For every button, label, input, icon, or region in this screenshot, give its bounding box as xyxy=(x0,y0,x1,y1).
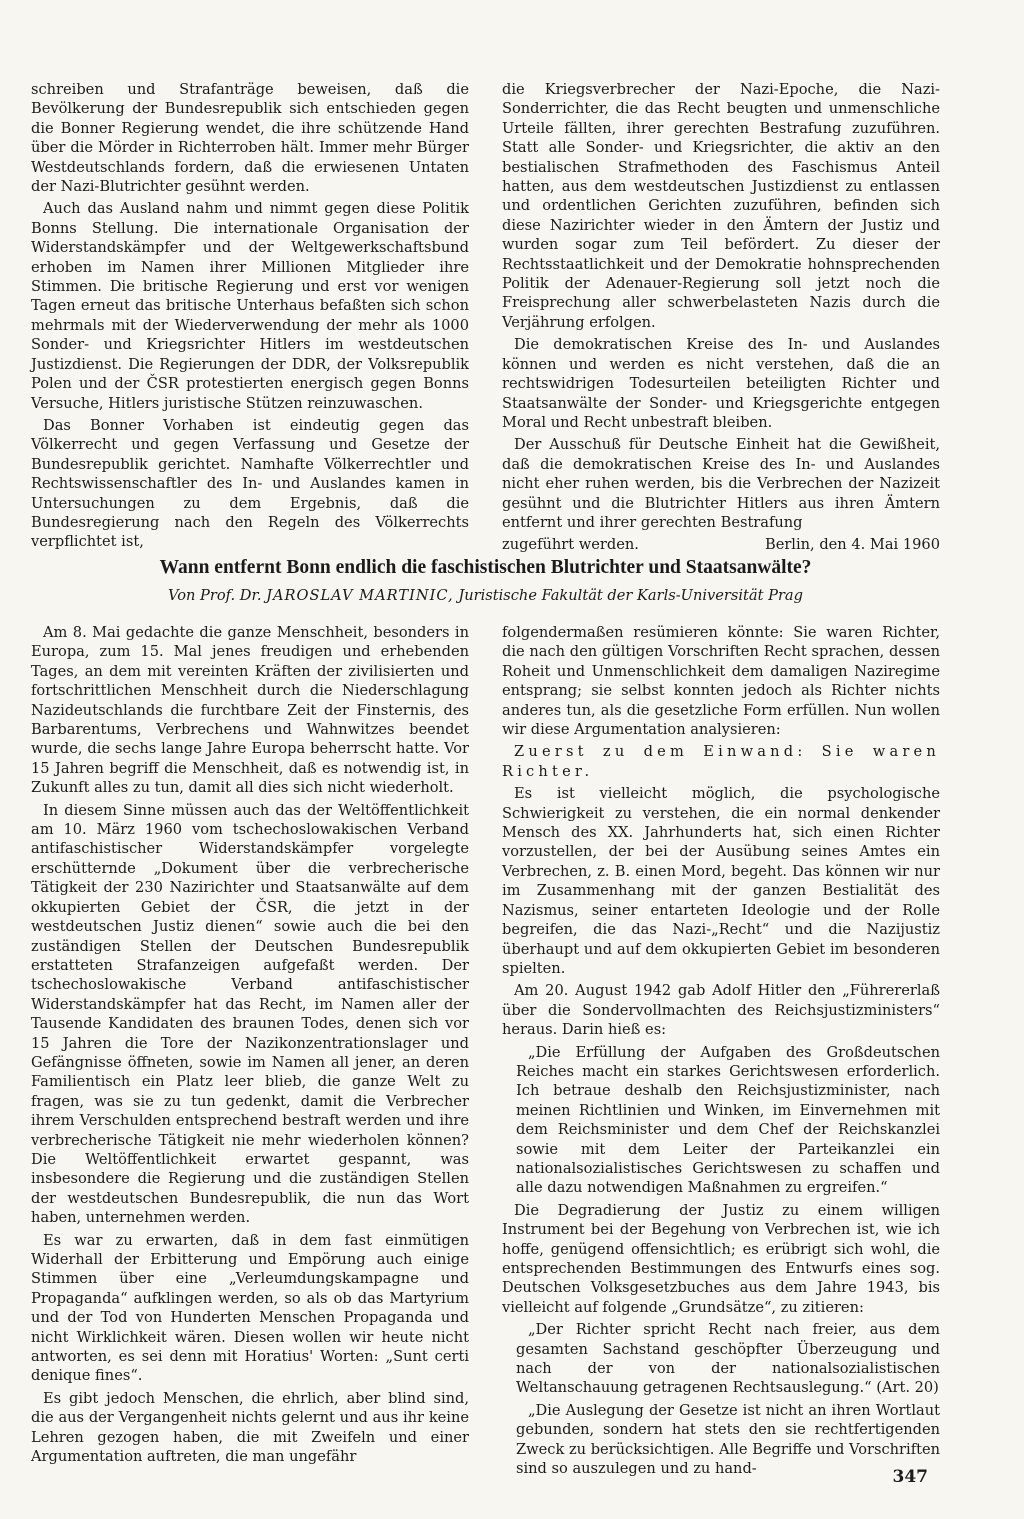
dateline: Berlin, den 4. Mai 1960 xyxy=(764,536,940,554)
block-quote: „Der Richter spricht Recht nach freier, aus dem gesamten Sachstand geschöpfter Überzeugung und nach der von der nationalsozialistischen Weltanschauung getragenen Rechtsauslegung.“ (Art. 20) xyxy=(516,1321,940,1397)
paragraph: Am 20. August 1942 gab Adolf Hitler den „Führererlaß über die Sondervollmachten des Reichsjustizministers“ heraus. Darin hieß es: xyxy=(502,982,940,1039)
paragraph: Die demokratischen Kreise des In- und Auslandes können und werden es nicht verstehen, daß die an rechtswidrigen Todesurteilen beteiligten Richter und Staatsanwälte der Sonder- und Kriegsgerichte entgegen Moral und Recht unbestraft bleiben. xyxy=(502,336,940,431)
article-right-column xyxy=(502,623,940,1481)
spaced-paragraph: Zuerst zu dem Einwand: Sie waren Richter. xyxy=(502,743,940,780)
paragraph: Am 8. Mai gedachte die ganze Menschheit, besonders in Europa, zum 15. Mal jenes freudigen und erhebenden Tages, an dem mit vereinten Kräften der zivilisierten und fortschrittlichen Menschheit durch die Niederschlagung Nazideutschlands die furchtbare Zeit der Finsternis, des Barbarentums, Verbrechens und Wahnwitzes beendet wurde, die sechs lange Jahre Europa beherrscht hatte. Vor 15 Jahren begriff die Menschheit, daß es notwendig ist, in Zukunft alles zu tun, damit all dies sich nicht wiederholt. xyxy=(31,624,469,797)
block-quote: „Die Auslegung der Gesetze ist nicht an ihren Wortlaut gebunden, sondern hat stets den sie rechtfertigenden Zweck zu berücksichtigen. Alle Begriffe und Vorschriften sind so auszulegen und zu hand- xyxy=(516,1401,940,1478)
paragraph: Auch das Ausland nahm und nimmt gegen diese Politik Bonns Stellung. Die internationale Organisation der Widerstandskämpfer und der Weltgewerkschaftsbund erhoben im Namen ihrer Millionen Mitglieder ihre Stimmen. Die britische Regierung und erst vor wenigen Tagen erneut das britische Unterhaus befaßten sich schon mehrmals mit der Wiederverwendung der mehr als 1000 Sonder- und Kriegsrichter Hitlers im westdeutschen Justizdienst. Die Regierungen der DDR, der Volksrepublik Polen und der ČSR protestierten energisch gegen Bonns Versuche, Hitlers juristische Stützen reinzuwaschen. xyxy=(31,200,469,412)
paragraph: In diesem Sinne müssen auch das der Weltöffentlichkeit am 10. März 1960 vom tschechoslowakischen Verband antifaschistischer Widerstandskämpfer vorgelegte erschütternde „Dokument über die verbrecherische Tätigkeit der 230 Nazirichter und Staatsanwälte auf dem okkupierten Gebiet der ČSR, die jetzt in der westdeutschen Justiz dienen“ sowie auch die bei den zuständigen Stellen der Deutschen Bundesrepublik erstatteten Strafanzeigen aufgefaßt werden. Der tschechoslowakische Verband antifaschistischer Widerstandskämpfer hat das Recht, im Namen aller der Tausende Kandidaten des braunen Todes, denen sich vor 15 Jahren die Tore der Nazikonzentrationslager und Gefängnisse öffneten, sowie im Namen all jener, an deren Familientisch ein Platz leer blieb, die ganze Welt zu fragen, was sie zu tun gedenkt, damit die Verbrecher ihrem Verschulden entsprechend bestraft werden und ihre verbrecherische Tätigkeit nie mehr wiederholen können? Die Weltöffentlichkeit erwartet gespannt, was insbesondere die Regierung und die zuständigen Stellen der westdeutschen Bundesrepublik, die nun das Wort haben, unternehmen werden. xyxy=(31,801,469,1227)
author-affiliation: Juristische Fakultät der Karls-Universität Prag xyxy=(458,587,803,604)
paragraph: Es war zu erwarten, daß in dem fast einmütigen Widerhall der Erbitterung und Empörung auch einige Stimmen über eine „Verleumdungskampagne und Propaganda“ aufklingen werden, so als ob das Martyrium und der Tod von Hunderten Menschen Propaganda und nicht Wirklichkeit wären. Diesen wollen wir heute nicht antworten, es sei denn mit Horatius' Worten: „Sunt certi denique fines“. xyxy=(31,1231,469,1385)
block-quote: „Die Erfüllung der Aufgaben des Großdeutschen Reiches macht ein starkes Gerichtswesen erforderlich. Ich betraue deshalb den Reichsjustizminister, nach meinen Richtlinien und Winken, im Einvernehmen mit dem Reichsminister und dem Chef der Reichskanzlei sowie mit dem Leiter der Parteikanzlei ein nationalsozialistisches Gerichtswesen zu schaffen und alle dazu notwendigen Maßnahmen zu ergreifen.“ xyxy=(516,1043,940,1197)
byline-prefix: Von Prof. Dr. xyxy=(168,587,262,604)
article-byline xyxy=(31,587,940,605)
paragraph: folgendermaßen resümieren könnte: Sie waren Richter, die nach den gültigen Vorschriften Recht sprachen, dessen Roheit und Unmenschlichkeit dem damaligen Naziregime entsprang; sie selbst konnten jedoch als Richter nichts anderes tun, als die gesetzliche Form erfüllen. Nun wollen wir diese Argumentation analysieren: xyxy=(502,624,940,739)
page-number: 347 xyxy=(892,1467,928,1487)
article-left-column xyxy=(31,623,469,1469)
top-left-column xyxy=(31,80,469,555)
paragraph: die Kriegsverbrecher der Nazi-Epoche, die Nazi-Sonderrichter, die das Recht beugten und unmenschliche Urteile fällten, ihrer gerechten Bestrafung zuzuführen. Statt alle Sonder- und Kriegsrichter, die aktiv an den bestialischen Strafmethoden des Faschismus Anteil hatten, aus dem westdeutschen Justizdienst zu entlassen und ordentlichen Gerichten zuzuführen, befinden sich diese Nazirichter wieder in den Ämtern der Justiz und wurden sogar zum Teil befördert. Zu dieser der Rechtsstaatlichkeit und der Demokratie hohnsprechenden Politik der Adenauer-Regierung soll jetzt noch die Freisprechung aller schwerbelasteten Nazis durch die Verjährung erfolgen. xyxy=(502,81,940,331)
author-name: JAROSLAV MARTINIC, xyxy=(266,587,454,604)
paragraph: Die Degradierung der Justiz zu einem willigen Instrument bei der Begehung von Verbrechen ist, wie ich hoffe, genügend offensichtlich; es erübrigt sich wohl, die entsprechenden Bestimmungen des Entwurfs eines sog. Deutschen Volksgesetzbuches aus dem Jahre 1943, bis vielleicht auf folgende „Grundsätze“, zu zitieren: xyxy=(502,1201,940,1316)
closing-text: zugeführt werden. xyxy=(502,536,639,554)
paragraph: Das Bonner Vorhaben ist eindeutig gegen das Völkerrecht und gegen Verfassung und Gesetze der Bundesrepublik gerichtet. Namhafte Völkerrechtler und Rechtswissenschaftler des In- und Auslandes kamen in Untersuchungen zu dem Ergebnis, daß die Bundesregierung nach den Regeln des Völkerrechts verpflichtet ist, xyxy=(31,416,469,551)
paragraph: Es ist vielleicht möglich, die psychologische Schwierigkeit zu verstehen, die ein normal denkender Mensch des XX. Jahrhunderts hat, sich einen Richter vorzustellen, der bei der Ausübung seines Amtes ein Verbrechen, z. B. einen Mord, begeht. Das können wir nur im Zusammenhang mit der ganzen Bestialität des Nazismus, seiner entarteten Ideologie und der Rolle begreifen, die das Nazi-„Recht“ und die Nazijustiz überhaupt und auf dem okkupierten Gebiet im besonderen spielten. xyxy=(502,785,940,977)
paragraph: Es gibt jedoch Menschen, die ehrlich, aber blind sind, die aus der Vergangenheit nichts gelernt und aus ihr keine Lehren gezogen haben, die mit Zweifeln und einer Argumentation auftreten, die man ungefähr xyxy=(31,1389,469,1466)
closing-line xyxy=(502,535,940,554)
top-right-column xyxy=(502,80,940,555)
article-headline: Wann entfernt Bonn endlich die faschistischen Blutrichter und Staatsanwälte? xyxy=(159,557,812,578)
paragraph: schreiben und Strafanträge beweisen, daß die Bevölkerung der Bundesrepublik sich entschieden gegen die Bonner Regierung wendet, die ihre schützende Hand über die Mörder in Richterroben hält. Immer mehr Bürger Westdeutschlands fordern, daß die erwiesenen Untaten der Nazi-Blutrichter gesühnt werden. xyxy=(31,81,469,196)
paragraph: Der Ausschuß für Deutsche Einheit hat die Gewißheit, daß die demokratischen Kreise des In- und Auslandes nicht eher ruhen werden, bis die Verbrechen der Nazizeit gesühnt und die Blutrichter Hitlers aus ihren Ämtern entfernt und ihrer gerechten Bestrafung xyxy=(502,436,940,531)
